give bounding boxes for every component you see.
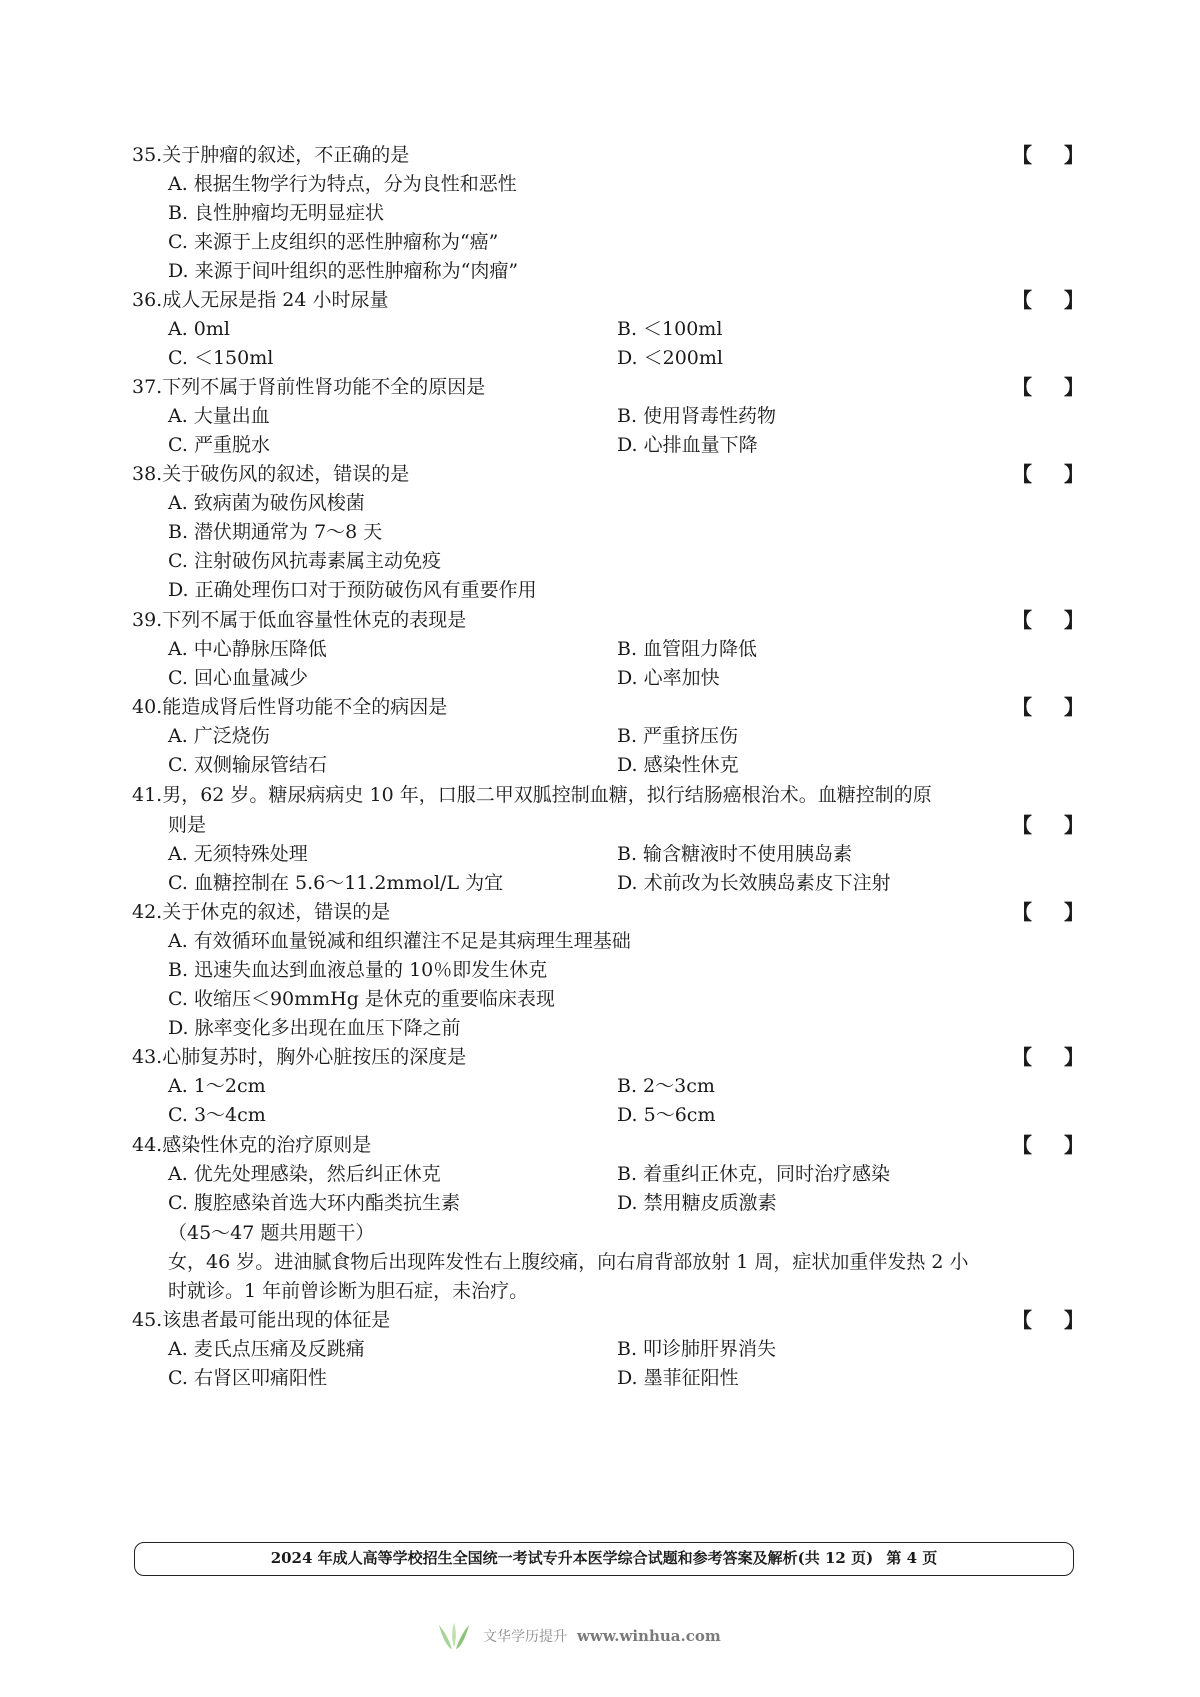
option: D. 正确处理伤口对于预防破伤风有重要作用 xyxy=(168,579,537,601)
option: B. 使用肾毒性药物 xyxy=(617,405,777,427)
answer-bracket: 【 】 xyxy=(1012,375,1084,399)
answer-bracket: 【 】 xyxy=(1012,1045,1084,1069)
option: B. 着重纠正休克，同时治疗感染 xyxy=(617,1163,891,1185)
option: D. 墨菲征阳性 xyxy=(617,1367,739,1389)
answer-bracket: 【 】 xyxy=(1012,462,1084,486)
option: A. 有效循环血量锐减和组织灌注不足是其病理生理基础 xyxy=(168,930,631,952)
watermark xyxy=(435,1616,721,1656)
option: A. 根据生物学行为特点，分为良性和恶性 xyxy=(168,173,517,195)
question-stem: 43.心肺复苏时，胸外心脏按压的深度是 xyxy=(132,1046,467,1068)
footer-title: 2024 年成人高等学校招生全国统一考试专升本医学综合试题和参考答案及解析(共 12 页) xyxy=(270,1549,874,1567)
answer-bracket: 【 】 xyxy=(1012,288,1084,312)
question-40 xyxy=(0,692,1200,722)
option: D. 5～6cm xyxy=(617,1104,716,1126)
option: C. 双侧输尿管结石 xyxy=(168,754,327,776)
option: A. 1～2cm xyxy=(168,1075,266,1097)
option: B. ＜100ml xyxy=(617,318,723,340)
option: C. 腹腔感染首选大环内酯类抗生素 xyxy=(168,1192,460,1214)
question-38 xyxy=(0,459,1200,489)
option: B. 叩诊肺肝界消失 xyxy=(617,1338,777,1360)
option: C. 3～4cm xyxy=(168,1104,266,1126)
option: D. 禁用糖皮质激素 xyxy=(617,1192,777,1214)
page-footer xyxy=(134,1542,1074,1576)
question-41 xyxy=(0,780,1200,810)
shared-stem-heading: （45～47 题共用题干） xyxy=(168,1222,375,1244)
answer-bracket: 【 】 xyxy=(1012,900,1084,924)
option: B. 良性肿瘤均无明显症状 xyxy=(168,202,385,224)
option: C. 回心血量减少 xyxy=(168,667,308,689)
option: D. 心排血量下降 xyxy=(617,434,758,456)
option: A. 中心静脉压降低 xyxy=(168,638,327,660)
option: C. 注射破伤风抗毒素属主动免疫 xyxy=(168,550,441,572)
option: A. 麦氏点压痛及反跳痛 xyxy=(168,1338,365,1360)
page-number: 第 4 页 xyxy=(886,1549,938,1567)
option: C. 严重脱水 xyxy=(168,434,270,456)
option: A. 0ml xyxy=(168,318,230,340)
option: B. 严重挤压伤 xyxy=(617,725,739,747)
question-36 xyxy=(0,285,1200,315)
question-44 xyxy=(0,1130,1200,1160)
option: A. 优先处理感染，然后纠正休克 xyxy=(168,1163,441,1185)
option: A. 广泛烧伤 xyxy=(168,725,270,747)
question-stem: 36.成人无尿是指 24 小时尿量 xyxy=(132,289,389,311)
option: A. 大量出血 xyxy=(168,405,270,427)
option: D. 术前改为长效胰岛素皮下注射 xyxy=(617,872,891,894)
option: C. ＜150ml xyxy=(168,347,274,369)
shared-stem-text: 时就诊。1 年前曾诊断为胆石症，未治疗。 xyxy=(168,1280,529,1302)
option: C. 右肾区叩痛阳性 xyxy=(168,1367,327,1389)
shared-stem-text: 女，46 岁。进油腻食物后出现阵发性右上腹绞痛，向右肩背部放射 1 周，症状加重伴发热 2 小 xyxy=(168,1251,969,1273)
option: D. 来源于间叶组织的恶性肿瘤称为“肉瘤” xyxy=(168,260,519,282)
question-stem: 45.该患者最可能出现的体征是 xyxy=(132,1309,391,1331)
question-stem-continued: 则是 xyxy=(168,814,207,836)
question-39 xyxy=(0,605,1200,635)
question-37 xyxy=(0,372,1200,402)
question-stem: 38.关于破伤风的叙述，错误的是 xyxy=(132,463,410,485)
option: B. 迅速失血达到血液总量的 10％即发生休克 xyxy=(168,959,548,981)
option: C. 血糖控制在 5.6～11.2mmol/L 为宜 xyxy=(168,872,504,894)
option: C. 来源于上皮组织的恶性肿瘤称为“癌” xyxy=(168,231,499,253)
answer-bracket: 【 】 xyxy=(1012,1308,1084,1332)
watermark-url[interactable]: www.winhua.com xyxy=(577,1627,721,1645)
watermark-brand: 文华学历提升 xyxy=(483,1629,567,1645)
option: B. 血管阻力降低 xyxy=(617,638,758,660)
question-stem: 41.男，62 岁。糖尿病病史 10 年，口服二甲双胍控制血糖，拟行结肠癌根治术。血糖控制的原 xyxy=(132,784,932,806)
question-42 xyxy=(0,897,1200,927)
option: B. 潜伏期通常为 7～8 天 xyxy=(168,521,383,543)
question-45 xyxy=(0,1305,1200,1335)
answer-bracket: 【 】 xyxy=(1012,695,1084,719)
question-stem: 39.下列不属于低血容量性休克的表现是 xyxy=(132,609,467,631)
option: D. 脉率变化多出现在血压下降之前 xyxy=(168,1017,461,1039)
question-stem: 37.下列不属于肾前性肾功能不全的原因是 xyxy=(132,376,486,398)
question-stem: 42.关于休克的叙述，错误的是 xyxy=(132,901,391,923)
question-stem: 40.能造成肾后性肾功能不全的病因是 xyxy=(132,696,448,718)
option: D. ＜200ml xyxy=(617,347,723,369)
question-stem: 35.关于肿瘤的叙述，不正确的是 xyxy=(132,144,410,166)
question-43 xyxy=(0,1042,1200,1072)
option: C. 收缩压＜90mmHg 是休克的重要临床表现 xyxy=(168,988,555,1010)
answer-bracket: 【 】 xyxy=(1012,608,1084,632)
option: B. 输含糖液时不使用胰岛素 xyxy=(617,843,853,865)
option: A. 无须特殊处理 xyxy=(168,843,308,865)
answer-bracket: 【 】 xyxy=(1012,813,1084,837)
answer-bracket: 【 】 xyxy=(1012,1133,1084,1157)
option: D. 心率加快 xyxy=(617,667,720,689)
option: A. 致病菌为破伤风梭菌 xyxy=(168,492,365,514)
option: D. 感染性休克 xyxy=(617,754,739,776)
option: B. 2～3cm xyxy=(617,1075,715,1097)
question-35 xyxy=(0,140,1200,170)
question-stem: 44.感染性休克的治疗原则是 xyxy=(132,1134,372,1156)
winhua-leaf-logo-icon xyxy=(435,1617,473,1655)
answer-bracket: 【 】 xyxy=(1012,143,1084,167)
